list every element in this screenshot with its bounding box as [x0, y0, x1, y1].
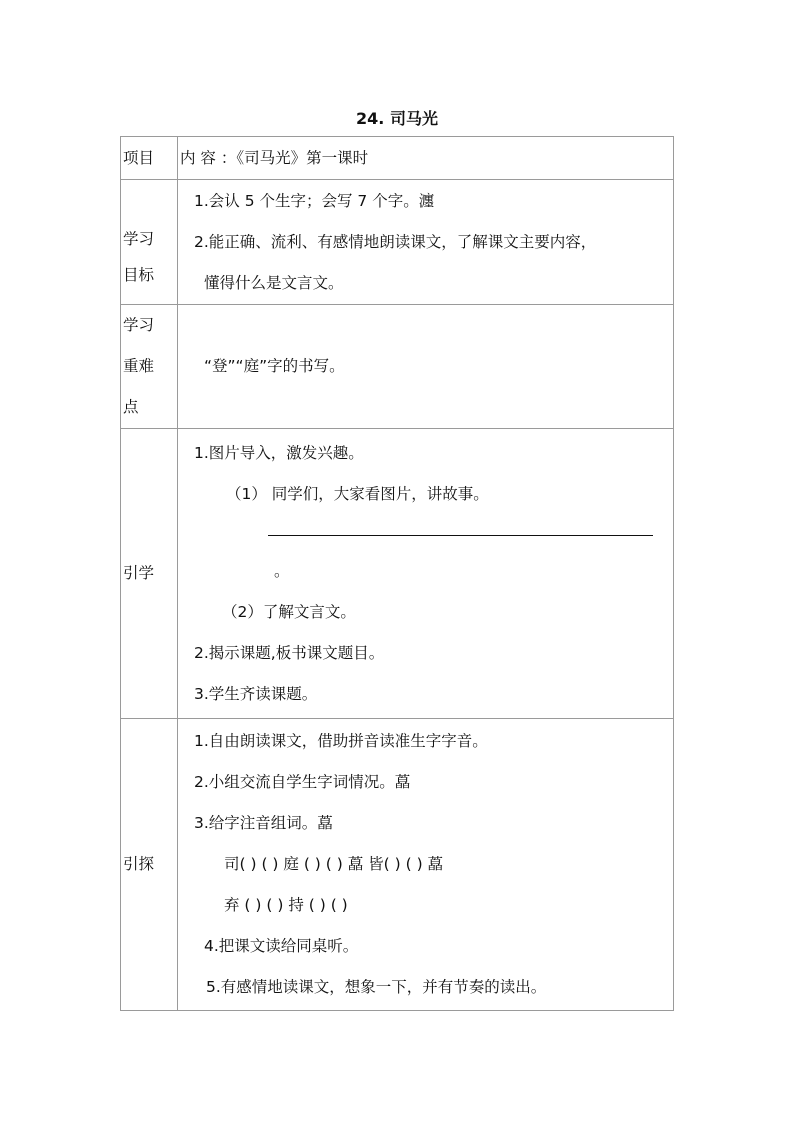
difficulty-text: “登”“庭”字的书写。	[204, 357, 345, 375]
goals-line: 2.能正确、流利、有感情地朗读课文，了解课文主要内容，	[194, 232, 597, 251]
goals-label-line: 学习	[123, 230, 155, 248]
explore-row	[121, 719, 674, 1011]
answer-blank	[268, 534, 653, 536]
guide-line: （1） 同学们，大家看图片，讲故事。	[226, 484, 489, 503]
explore-line: 1.自由朗读课文，借助拼音读准生字字音。	[194, 732, 488, 750]
explore-line: 弃 ( ) ( ) 持 ( ) ( )	[224, 896, 348, 914]
guide-line: 2.揭示课题,板书课文题目。	[194, 643, 385, 662]
guide-line: 1.图片导入，激发兴趣。	[194, 443, 364, 462]
explore-line: 3.给字注音组词。藠	[194, 814, 333, 832]
answer-line	[186, 515, 673, 556]
difficulty-content	[178, 305, 674, 429]
difficulty-label-line: 重难	[123, 357, 155, 375]
explore-line: 5.有感情地读课文，想象一下，并有节奏的读出。	[206, 978, 547, 996]
difficulty-label	[121, 305, 178, 429]
explore-label: 引探	[121, 719, 178, 1011]
lesson-plan-table	[120, 136, 674, 1011]
goals-line: 1.会认 5 个生字；会写 7 个字。瀍	[194, 191, 435, 210]
guide-line: 3.学生齐读课题。	[194, 684, 318, 703]
guide-line: （2）了解文言文。	[222, 602, 356, 621]
header-label: 项目	[121, 137, 178, 180]
difficulty-label-line: 学习	[123, 316, 155, 334]
goals-content	[178, 180, 674, 305]
explore-line: 司( ) ( ) 庭 ( ) ( ) 藠 皆( ) ( ) 藠	[224, 855, 444, 873]
explore-content	[178, 719, 674, 1011]
guide-content	[178, 429, 674, 719]
header-row	[121, 137, 674, 180]
goals-label-line: 目标	[123, 266, 155, 284]
guide-row	[121, 429, 674, 719]
guide-label: 引学	[121, 429, 178, 719]
goals-line: 懂得什么是文言文。	[204, 273, 344, 292]
guide-line: 。	[274, 561, 290, 580]
difficulty-row	[121, 305, 674, 429]
explore-line: 4.把课文读给同桌听。	[204, 937, 359, 955]
explore-line: 2.小组交流自学生字词情况。藠	[194, 773, 411, 791]
goals-row	[121, 180, 674, 305]
document-title: 24. 司马光	[356, 109, 438, 128]
goals-label	[121, 180, 178, 305]
header-content: 内 容 ：《司马光》第一课时	[178, 137, 674, 180]
difficulty-label-line: 点	[123, 398, 139, 416]
